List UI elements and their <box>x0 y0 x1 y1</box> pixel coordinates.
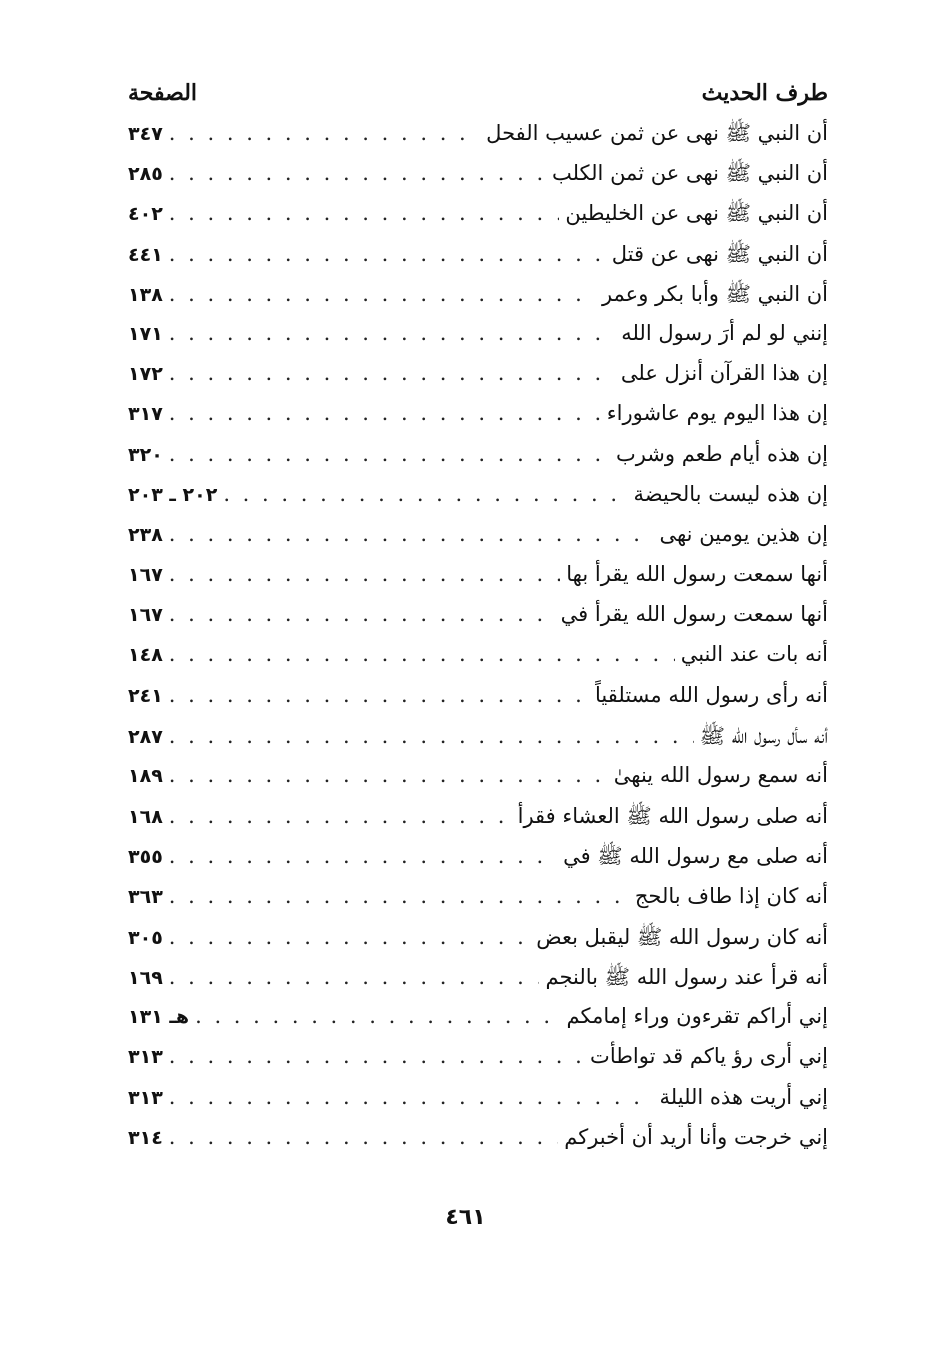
hadith-incipit: أن النبي ﷺ وأبا بكر وعمر <box>601 281 828 306</box>
hadith-incipit: إن هذه أيام طعم وشرب <box>615 441 828 466</box>
hadith-incipit: أن النبي ﷺ نهى عن الخليطين <box>565 201 828 226</box>
hadith-incipit: أنه سأل رسول الله ﷺ <box>699 723 828 748</box>
page-reference: ٢٨٧ <box>128 725 163 748</box>
index-entry <box>128 241 828 281</box>
index-entry <box>128 160 828 200</box>
dot-leader <box>169 562 560 586</box>
page-reference: ١٣٨ <box>128 283 163 306</box>
page-column-title: الصفحة <box>128 80 198 106</box>
page-reference: ٣١٣ <box>128 1046 163 1069</box>
hadith-incipit: إن هذه ليست بالحيضة <box>633 481 828 506</box>
index-entry <box>128 723 828 763</box>
hadith-incipit: إن هذا اليوم يوم عاشوراء <box>606 401 828 426</box>
dot-leader <box>169 965 540 989</box>
dot-leader <box>169 683 589 707</box>
page-reference: ١٧٢ <box>128 363 163 386</box>
page-reference: ٤٠٢ <box>128 203 163 226</box>
page-reference: ٣٢٠ <box>128 443 163 466</box>
hadith-incipit: إن هذين يومين نهى <box>659 521 828 546</box>
page-reference: ١٤٨ <box>128 644 163 667</box>
page-reference: ٤٤١ <box>128 243 163 266</box>
index-entry <box>128 964 828 1004</box>
index-entry <box>128 321 828 361</box>
index-entry <box>128 683 828 723</box>
index-entry <box>128 1004 828 1044</box>
index-entry <box>128 482 828 522</box>
page-reference: ١٦٧ <box>128 564 163 587</box>
dot-leader <box>169 361 615 385</box>
dot-leader <box>169 1085 654 1109</box>
dot-leader <box>169 1044 584 1068</box>
index-entry <box>128 1085 828 1125</box>
hadith-incipit: أنها سمعت رسول الله يقرأ في <box>560 602 828 627</box>
dot-leader <box>169 401 601 425</box>
index-entry <box>128 924 828 964</box>
page-reference: ٣١٣ <box>128 1086 163 1109</box>
hadith-column-title: طرف الحديث <box>701 80 828 106</box>
hadith-incipit: أنه صلى مع رسول الله ﷺ في <box>563 844 828 869</box>
index-entry <box>128 642 828 682</box>
hadith-incipit: أنه بات عند النبي <box>680 642 828 667</box>
hadith-incipit: إنني لو لم أرَ رسول الله <box>621 320 828 345</box>
page-reference: ٣١٧ <box>128 403 163 426</box>
dot-leader <box>169 642 675 666</box>
dot-leader <box>169 282 596 306</box>
index-entry <box>128 442 828 482</box>
page-reference: ٣٦٣ <box>128 885 163 908</box>
hadith-incipit: إن هذا القرآن أنزل على <box>620 361 828 386</box>
index-entry <box>128 562 828 602</box>
hadith-incipit: أنها سمعت رسول الله يقرأ بها <box>566 562 828 587</box>
page-reference: ٣٠٥ <box>128 926 163 949</box>
index-entry <box>128 803 828 843</box>
page-reference: ٣٥٥ <box>128 846 163 869</box>
dot-leader <box>169 844 557 868</box>
page-reference: ٢٨٥ <box>128 163 163 186</box>
dot-leader <box>169 201 560 225</box>
page-reference: ٢٤١ <box>128 684 163 707</box>
hadith-incipit: إني أريت هذه الليلة <box>659 1084 828 1109</box>
index-header <box>128 80 828 120</box>
dot-leader <box>169 884 629 908</box>
page-reference: ١٧١ <box>128 322 163 345</box>
hadith-incipit: أنه قرأ عند رسول الله ﷺ بالنجم <box>545 964 828 989</box>
index-entry <box>128 1125 828 1165</box>
dot-leader <box>169 522 654 546</box>
index-entry <box>128 522 828 562</box>
page-reference: ١٨٩ <box>128 765 163 787</box>
dot-leader <box>169 763 608 787</box>
page-number: ٤٦١ <box>445 1205 486 1230</box>
hadith-incipit: أنه رأى رسول الله مستلقياً <box>595 682 828 707</box>
page-reference: ١٦٨ <box>128 806 163 829</box>
dot-leader <box>169 161 546 185</box>
hadith-incipit: أنه كان إذا طاف بالحج <box>634 883 828 908</box>
index-entry <box>128 361 828 401</box>
index-entry <box>128 281 828 321</box>
hadith-incipit: إني أرى رؤ ياكم قد تواطأت <box>590 1044 828 1069</box>
dot-leader <box>169 925 530 949</box>
dot-leader <box>169 1125 558 1149</box>
index-entry <box>128 200 828 240</box>
hadith-incipit: أن النبي ﷺ نهى عن ثمن عسيب الفحل <box>486 121 828 145</box>
hadith-index-list <box>128 120 828 1165</box>
index-page <box>128 80 828 1165</box>
index-entry <box>128 120 828 160</box>
dot-leader <box>169 724 694 748</box>
page-reference: ١٦٩ <box>128 966 163 989</box>
dot-leader <box>169 602 555 626</box>
hadith-incipit: أنه كان رسول الله ﷺ ليقبل بعض <box>536 924 828 949</box>
hadith-incipit: أن النبي ﷺ نهى عن قتل <box>611 241 828 266</box>
dot-leader <box>169 321 615 345</box>
hadith-incipit: إني خرجت وأنا أريد أن أخبركم <box>564 1124 828 1149</box>
page-reference: ٣٤٧ <box>128 123 163 145</box>
hadith-incipit: إني أراكم تقرءون وراء إمامكم <box>566 1004 828 1029</box>
dot-leader <box>169 242 606 266</box>
dot-leader <box>169 442 610 466</box>
dot-leader <box>223 482 627 506</box>
dot-leader <box>195 1004 560 1028</box>
page-reference: ٣١٤ <box>128 1126 163 1149</box>
index-entry <box>128 884 828 924</box>
index-entry <box>128 1044 828 1084</box>
index-entry <box>128 401 828 441</box>
index-entry <box>128 602 828 642</box>
page-reference: ٢٠٢ ـ ٢٠٣ <box>128 483 218 506</box>
page-reference: هـ ١٣١ <box>128 1006 190 1029</box>
dot-leader <box>169 804 512 828</box>
index-entry <box>128 843 828 883</box>
hadith-incipit: أن النبي ﷺ نهى عن ثمن الكلب <box>551 161 828 186</box>
hadith-incipit: أنه سمع رسول الله ينهىٰ <box>613 763 828 787</box>
hadith-incipit: أنه صلى رسول الله ﷺ العشاء فقرأ <box>517 804 828 829</box>
page-reference: ٢٣٨ <box>128 523 163 546</box>
index-entry <box>128 763 828 803</box>
dot-leader <box>169 121 480 145</box>
page-reference: ١٦٧ <box>128 604 163 627</box>
